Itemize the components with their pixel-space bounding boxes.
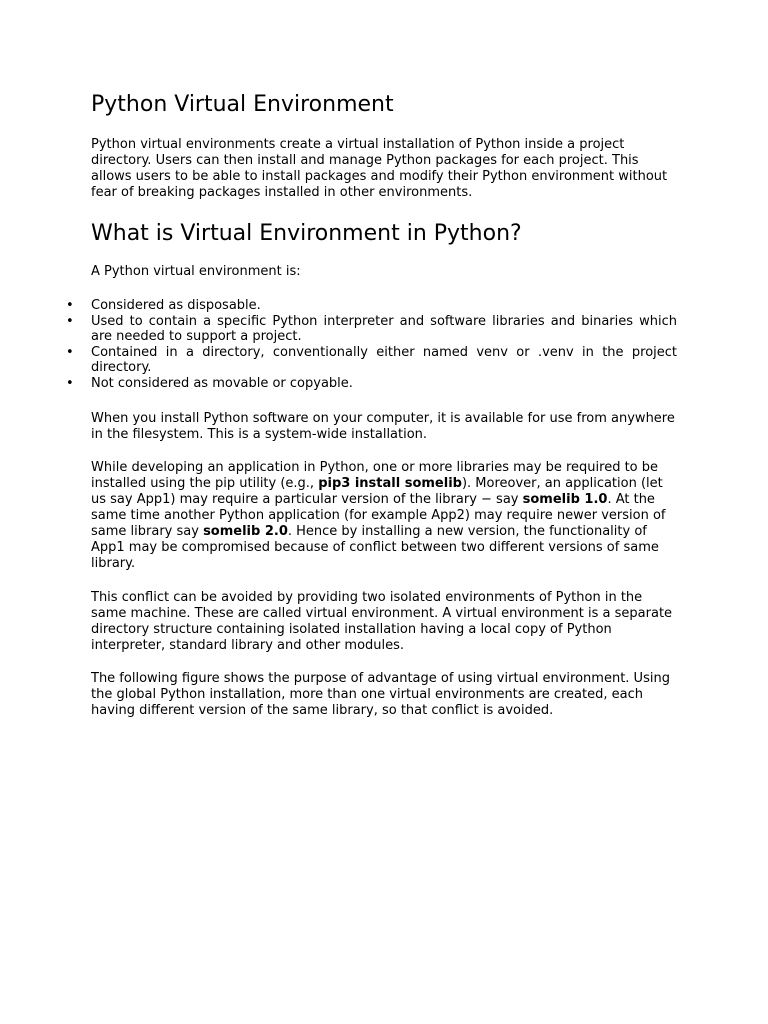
isolation-paragraph: This conflict can be avoided by providing two isolated environments of Python in the same machine. These are called virtual environment. A virtual environment is a separate directory structure containing isolated installation having a local copy of Python interpreter, standard library and other modules. [91, 590, 673, 653]
list-item-text: Not considered as movable or copyable. [91, 375, 353, 391]
pip-command: pip3 install somelib [318, 476, 462, 491]
bullet-marker: • [66, 344, 74, 360]
list-item [66, 344, 677, 376]
conflict-text-4: . Hence by installing a new version, the functionality of App1 may be compromised because of conflict between two different versions of same library. [91, 524, 659, 571]
list-item-text: Contained in a directory, conventionally either named venv or .venv in the project directory. [91, 344, 677, 376]
bullet-marker: • [66, 313, 74, 329]
bullet-marker: • [66, 375, 74, 391]
intro-paragraph: Python virtual environments create a virtual installation of Python inside a project directory. Users can then install and manage Python packages for each project. This allows users to be able to install packages and modify their Python environment without fear of breaking packages installed in other environments. [91, 137, 668, 200]
list-item [66, 313, 677, 345]
bullet-marker: • [66, 298, 74, 313]
list-item-text: Used to contain a specific Python interpreter and software libraries and binaries which are needed to support a project. [91, 313, 677, 345]
list-item-text: Considered as disposable. [91, 298, 261, 313]
somelib-2-version: somelib 2.0 [203, 524, 288, 539]
bullet-list [66, 298, 677, 392]
page-title: Python Virtual Environment [91, 92, 394, 117]
conflict-text-1: While developing an application in Python, one or more libraries may be required to be installed using the pip utility (e.g., [91, 460, 659, 491]
figure-paragraph: The following figure shows the purpose of advantage of using virtual environment. Using the global Python installation, more than one virtual environments are created, each having different version of the same library, so that conflict is avoided. [91, 671, 670, 718]
system-wide-paragraph: When you install Python software on your computer, it is available for use from anywhere in the filesystem. This is a system-wide installation. [91, 411, 675, 442]
list-item [66, 298, 677, 314]
list-item [66, 375, 677, 392]
conflict-paragraph [91, 460, 677, 572]
list-intro: A Python virtual environment is: [91, 264, 301, 279]
section-heading: What is Virtual Environment in Python? [91, 221, 522, 246]
somelib-1-version: somelib 1.0 [522, 492, 608, 507]
conflict-text-2: ). Moreover, an application (let us say App1) may require a particular version of the library − say [91, 476, 663, 507]
conflict-text-3: . At the same time another Python application (for example App2) may require newer version of same library say [91, 492, 666, 539]
